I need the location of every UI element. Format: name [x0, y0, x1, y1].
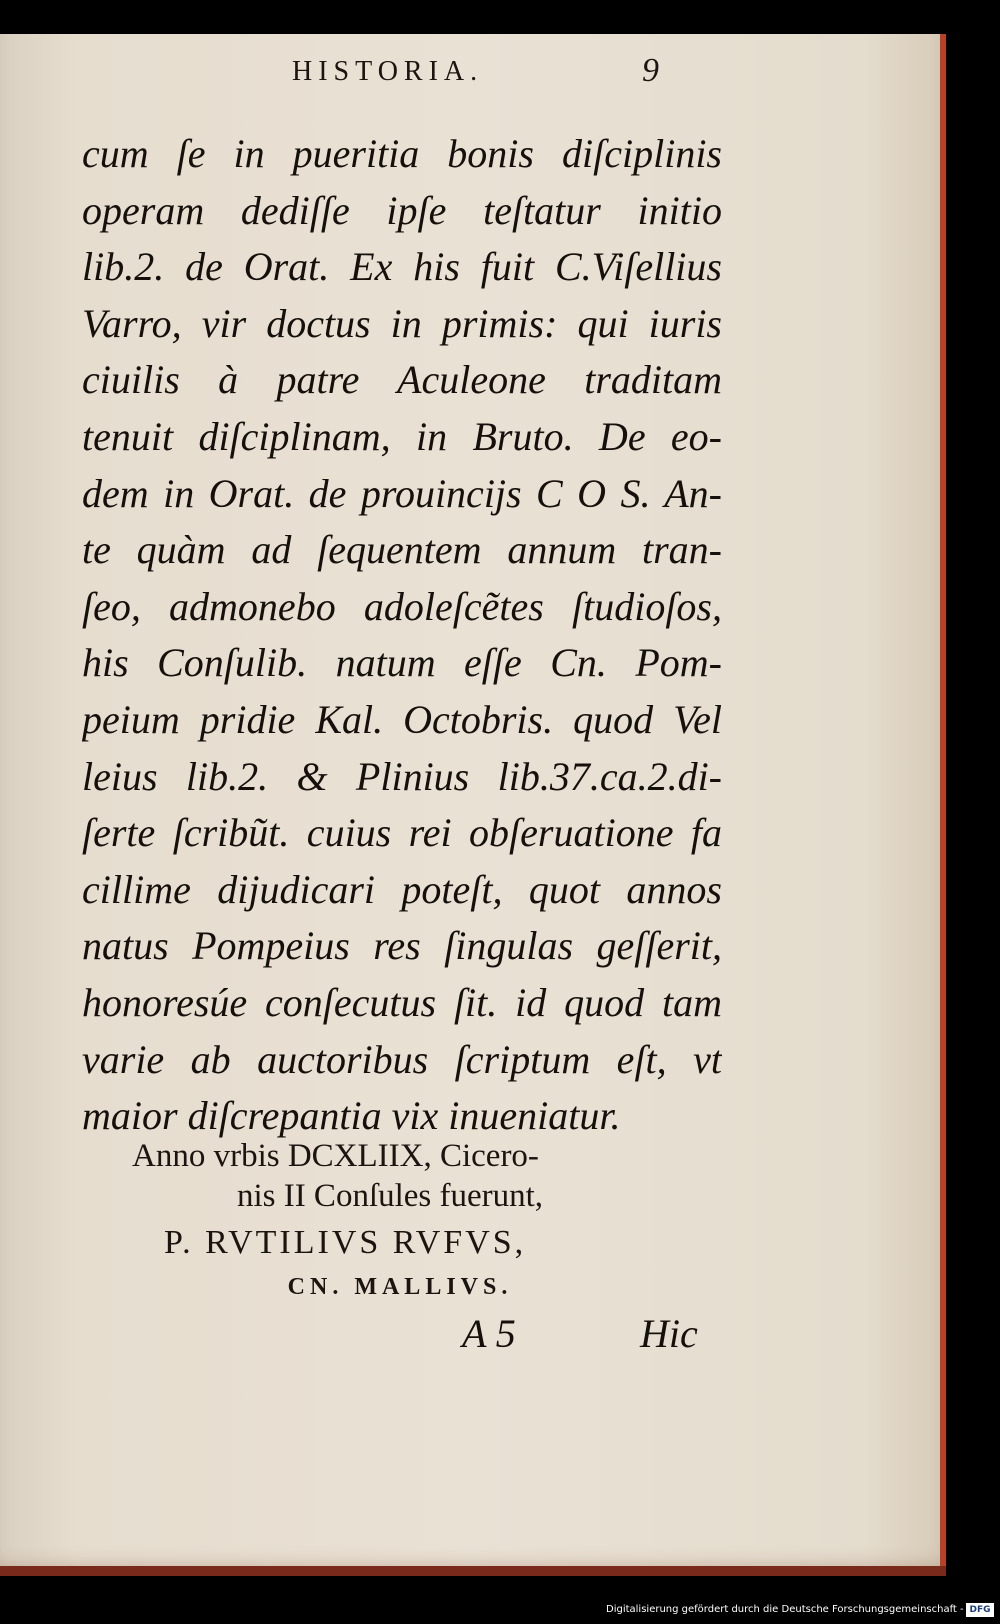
consul-name: CN. MALLIVS.: [287, 1274, 513, 1300]
text-line: ſeo, admonebo adoleſcẽtes ſtudioſos,: [82, 583, 722, 629]
page-number: 9: [642, 52, 659, 89]
text-line: te quàm ad ſequentem annum tran-: [82, 527, 722, 573]
funding-credit: Digitalisierung gefördert durch die Deutsche Forschungsgemeinschaft -: [606, 1604, 964, 1615]
text-line: ciuilis à patre Aculeone traditam: [82, 357, 722, 403]
text-line: natus Pompeius res ſingulas geſſerit,: [82, 923, 722, 969]
text-line: cillime dijudicari poteſt, quot annos: [82, 866, 722, 912]
consuls-line: nis II Conſules fuerunt,: [236, 1178, 544, 1214]
body-text: [82, 126, 722, 1145]
text-line: honoresúe conſecutus ſit. id quod tam: [82, 979, 722, 1025]
catchword: Hic: [640, 1311, 698, 1356]
consul-name: P. RVTILIVS RVFVS,: [164, 1224, 527, 1261]
text-line: Varro, vir doctus in primis: qui iuris: [82, 300, 722, 346]
page-edge: [0, 1566, 946, 1576]
signature-mark: A 5: [462, 1311, 516, 1356]
running-head: HISTORIA.: [292, 56, 484, 87]
text-line: ſerte ſcribũt. cuius rei obſeruatione fa: [82, 810, 722, 856]
text-line: his Conſulib. natum eſſe Cn. Pom-: [82, 640, 722, 686]
text-line: lib.2. de Orat. Ex his fuit C.Viſellius: [82, 244, 722, 290]
text-line: leius lib.2. & Plinius lib.37.ca.2.di-: [82, 753, 722, 799]
text-line: tenuit diſciplinam, in Bruto. De eo-: [82, 413, 722, 459]
text-line: varie ab auctoribus ſcriptum eſt, vt: [82, 1036, 722, 1082]
text-line: maior diſcrepantia vix inueniatur.: [82, 1093, 621, 1139]
text-line: dem in Orat. de prouincijs C O S. An-: [82, 470, 722, 516]
text-line: cum ſe in pueritia bonis diſciplinis: [82, 131, 722, 176]
text-line: peium pridie Kal. Octobris. quod Vel: [82, 696, 722, 742]
dfg-logo: [966, 1603, 994, 1617]
consuls-line: Anno vrbis DCXLIIX, Cicero-: [132, 1138, 539, 1174]
dfg-logo-text: DFG: [969, 1605, 991, 1615]
text-line: operam dediſſe ipſe teſtatur initio: [82, 187, 722, 233]
